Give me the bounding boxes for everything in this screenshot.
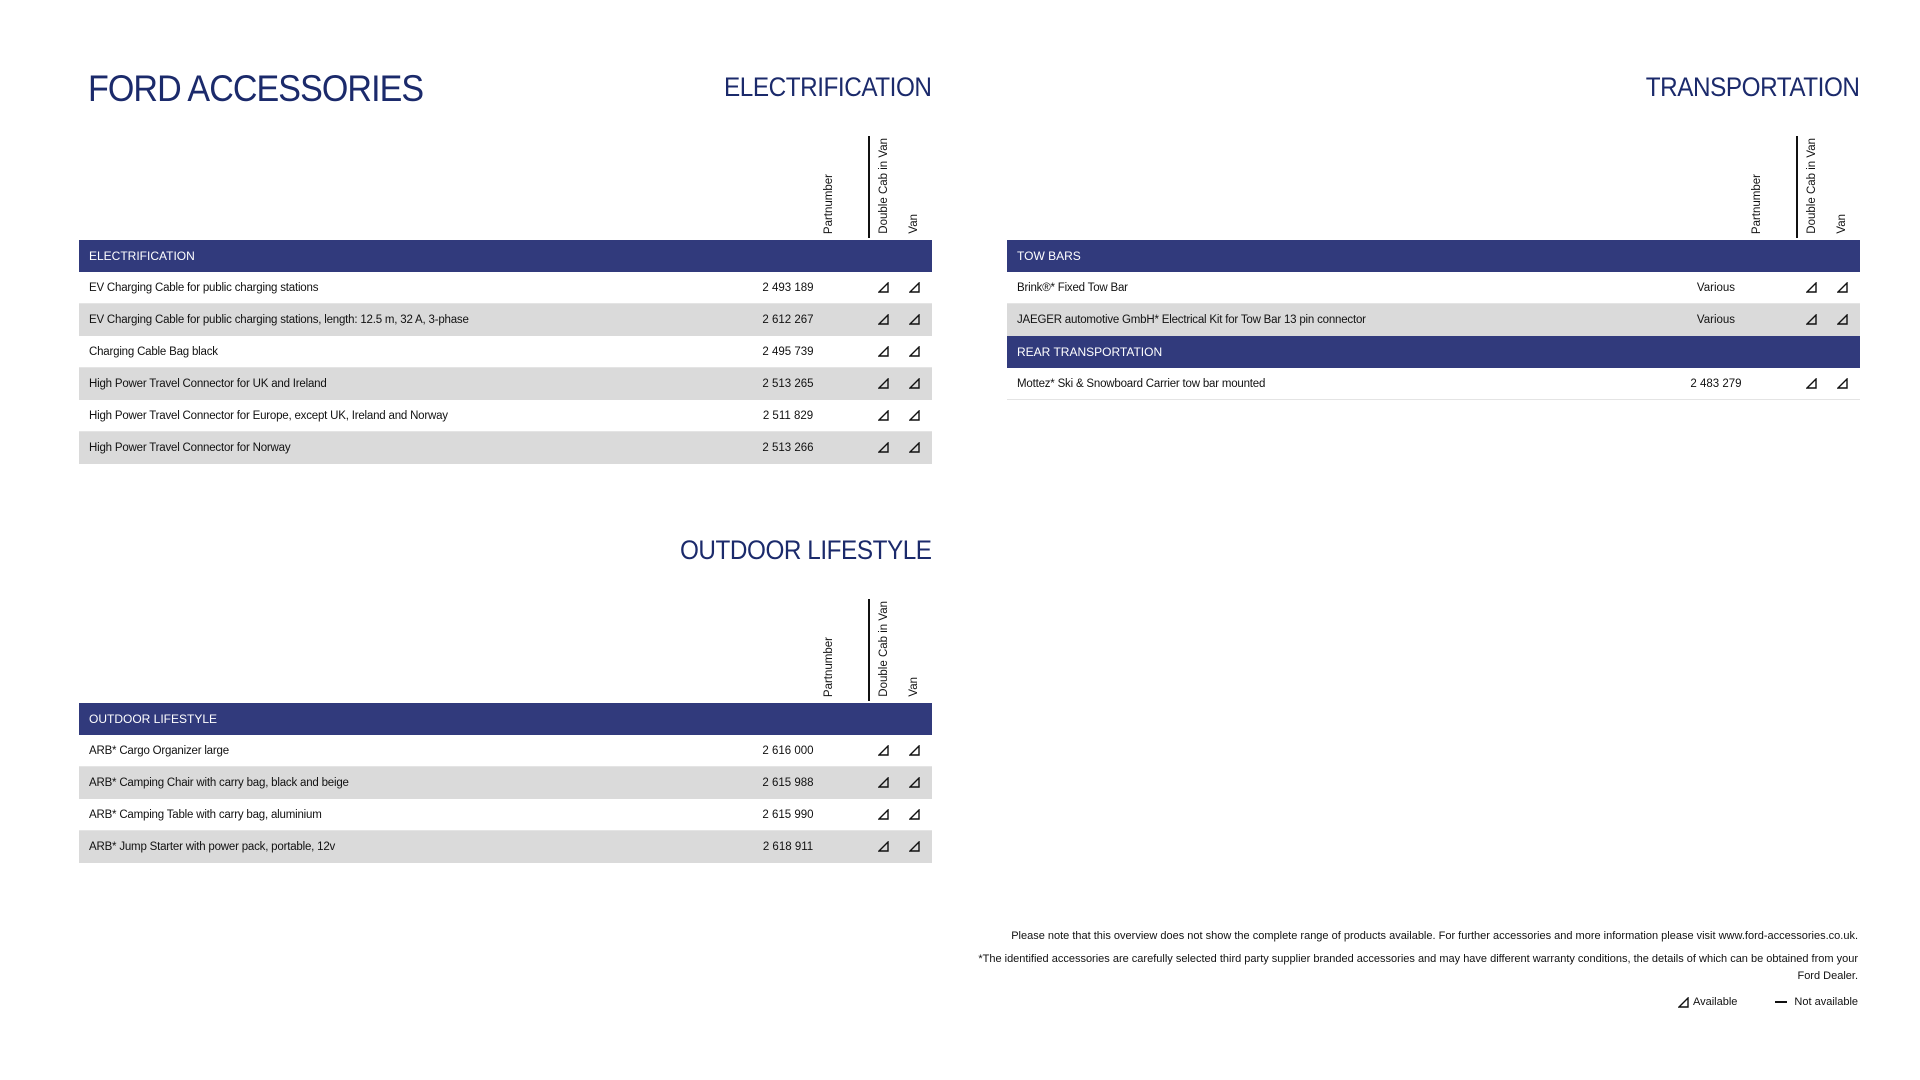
category-header: OUTDOOR LIFESTYLE xyxy=(79,703,932,735)
table-row xyxy=(79,831,932,863)
available-check-icon xyxy=(875,767,891,799)
double-cab-header: Double Cab in Van xyxy=(878,601,890,697)
footer-notes xyxy=(958,928,1858,991)
available-check-icon xyxy=(906,831,922,863)
available-check-icon xyxy=(875,831,891,863)
available-check-icon xyxy=(906,368,922,400)
part-number: 2 511 829 xyxy=(762,410,814,422)
partnumber-header: Partnumber xyxy=(1751,173,1763,234)
accessory-name: EV Charging Cable for public charging stations, length: 12.5 m, 32 A, 3-phase xyxy=(89,314,469,326)
outdoor-section xyxy=(79,535,932,875)
available-check-icon xyxy=(1834,368,1850,400)
category-header: ELECTRIFICATION xyxy=(79,240,932,272)
accessory-name: Brink®* Fixed Tow Bar xyxy=(1017,282,1128,294)
part-number: Various xyxy=(1696,314,1736,326)
available-check-icon xyxy=(1803,272,1819,304)
part-number: 2 495 739 xyxy=(762,346,814,358)
category-header-rear-transportation: REAR TRANSPORTATION xyxy=(1007,336,1860,368)
part-number: 2 615 988 xyxy=(762,777,814,789)
available-check-icon xyxy=(906,304,922,336)
available-check-icon xyxy=(906,432,922,464)
table-row xyxy=(79,400,932,432)
outdoor-title: OUTDOOR LIFESTYLE xyxy=(680,535,932,565)
table-row xyxy=(1007,272,1860,304)
accessory-name: ARB* Cargo Organizer large xyxy=(89,745,229,757)
available-check-icon xyxy=(875,336,891,368)
table-row xyxy=(79,799,932,831)
category-header-tow-bars: TOW BARS xyxy=(1007,240,1860,272)
van-header: Van xyxy=(908,677,920,697)
legend-available-label: Available xyxy=(1692,996,1738,1008)
double-cab-header: Double Cab in Van xyxy=(878,138,890,234)
accessory-name: High Power Travel Connector for Norway xyxy=(89,442,291,454)
electrification-title: ELECTRIFICATION xyxy=(724,72,932,102)
page-title: FORD ACCESSORIES xyxy=(88,68,424,109)
legend-not-available xyxy=(1775,996,1858,1008)
legend-available xyxy=(1678,996,1737,1008)
part-number: 2 616 000 xyxy=(762,745,814,757)
available-check-icon xyxy=(875,735,891,767)
available-check-icon xyxy=(875,272,891,304)
table-row xyxy=(79,767,932,799)
partnumber-header: Partnumber xyxy=(823,173,835,234)
accessory-name: Charging Cable Bag black xyxy=(89,346,218,358)
available-check-icon xyxy=(906,735,922,767)
available-check-icon xyxy=(875,304,891,336)
part-number: 2 513 266 xyxy=(762,442,814,454)
legend-not-available-label: Not available xyxy=(1794,996,1858,1008)
table-row xyxy=(79,304,932,336)
accessory-name: EV Charging Cable for public charging stations xyxy=(89,282,319,294)
available-check-icon xyxy=(875,799,891,831)
accessory-name: High Power Travel Connector for Europe, except UK, Ireland and Norway xyxy=(89,410,448,422)
table-row xyxy=(79,336,932,368)
available-check-icon xyxy=(906,799,922,831)
not-available-dash-icon xyxy=(1775,1001,1787,1003)
accessory-name: ARB* Jump Starter with power pack, portable, 12v xyxy=(89,841,336,853)
double-cab-header: Double Cab in Van xyxy=(1806,138,1818,234)
legend xyxy=(1678,996,1858,1008)
accessory-name: ARB* Camping Table with carry bag, aluminium xyxy=(89,809,322,821)
available-check-icon xyxy=(906,336,922,368)
part-number: 2 483 279 xyxy=(1690,378,1742,390)
available-check-icon xyxy=(906,400,922,432)
part-number: Various xyxy=(1696,282,1736,294)
partnumber-header: Partnumber xyxy=(823,636,835,697)
available-check-icon xyxy=(1803,304,1819,336)
part-number: 2 612 267 xyxy=(762,314,814,326)
available-check-icon xyxy=(1834,304,1850,336)
table-row xyxy=(1007,368,1860,400)
part-number: 2 513 265 xyxy=(762,378,814,390)
available-check-icon xyxy=(1834,272,1850,304)
column-divider xyxy=(1796,136,1798,238)
available-check-icon xyxy=(875,432,891,464)
available-check-icon xyxy=(1803,368,1819,400)
table-row xyxy=(79,272,932,304)
column-divider xyxy=(868,136,870,238)
part-number: 2 618 911 xyxy=(762,841,814,853)
table-row xyxy=(1007,304,1860,336)
footer-note-warranty: *The identified accessories are carefully selected third party supplier branded accessories and may have different warranty conditions, the details of which can be obtained from your Ford Dealer. xyxy=(978,953,1858,982)
available-check-icon xyxy=(906,767,922,799)
available-check-icon xyxy=(875,368,891,400)
table-row xyxy=(79,432,932,464)
column-divider xyxy=(868,599,870,701)
accessory-name: JAEGER automotive GmbH* Electrical Kit for Tow Bar 13 pin connector xyxy=(1017,314,1366,326)
electrification-section xyxy=(79,72,932,472)
available-check-icon xyxy=(906,272,922,304)
available-check-icon xyxy=(1678,997,1689,1008)
table-row xyxy=(79,735,932,767)
accessory-name: ARB* Camping Chair with carry bag, black and beige xyxy=(89,777,349,789)
part-number: 2 493 189 xyxy=(762,282,814,294)
available-check-icon xyxy=(875,400,891,432)
table-row xyxy=(79,368,932,400)
accessory-name: High Power Travel Connector for UK and Ireland xyxy=(89,378,327,390)
van-header: Van xyxy=(908,214,920,234)
transportation-section xyxy=(1007,72,1860,412)
transportation-title: TRANSPORTATION xyxy=(1646,72,1860,102)
van-header: Van xyxy=(1836,214,1848,234)
footer-note-range: Please note that this overview does not show the complete range of products available. For further accessories and more information please visit www.ford-accessories.co.uk. xyxy=(1011,930,1858,942)
accessory-name: Mottez* Ski & Snowboard Carrier tow bar mounted xyxy=(1017,378,1266,390)
part-number: 2 615 990 xyxy=(762,809,814,821)
